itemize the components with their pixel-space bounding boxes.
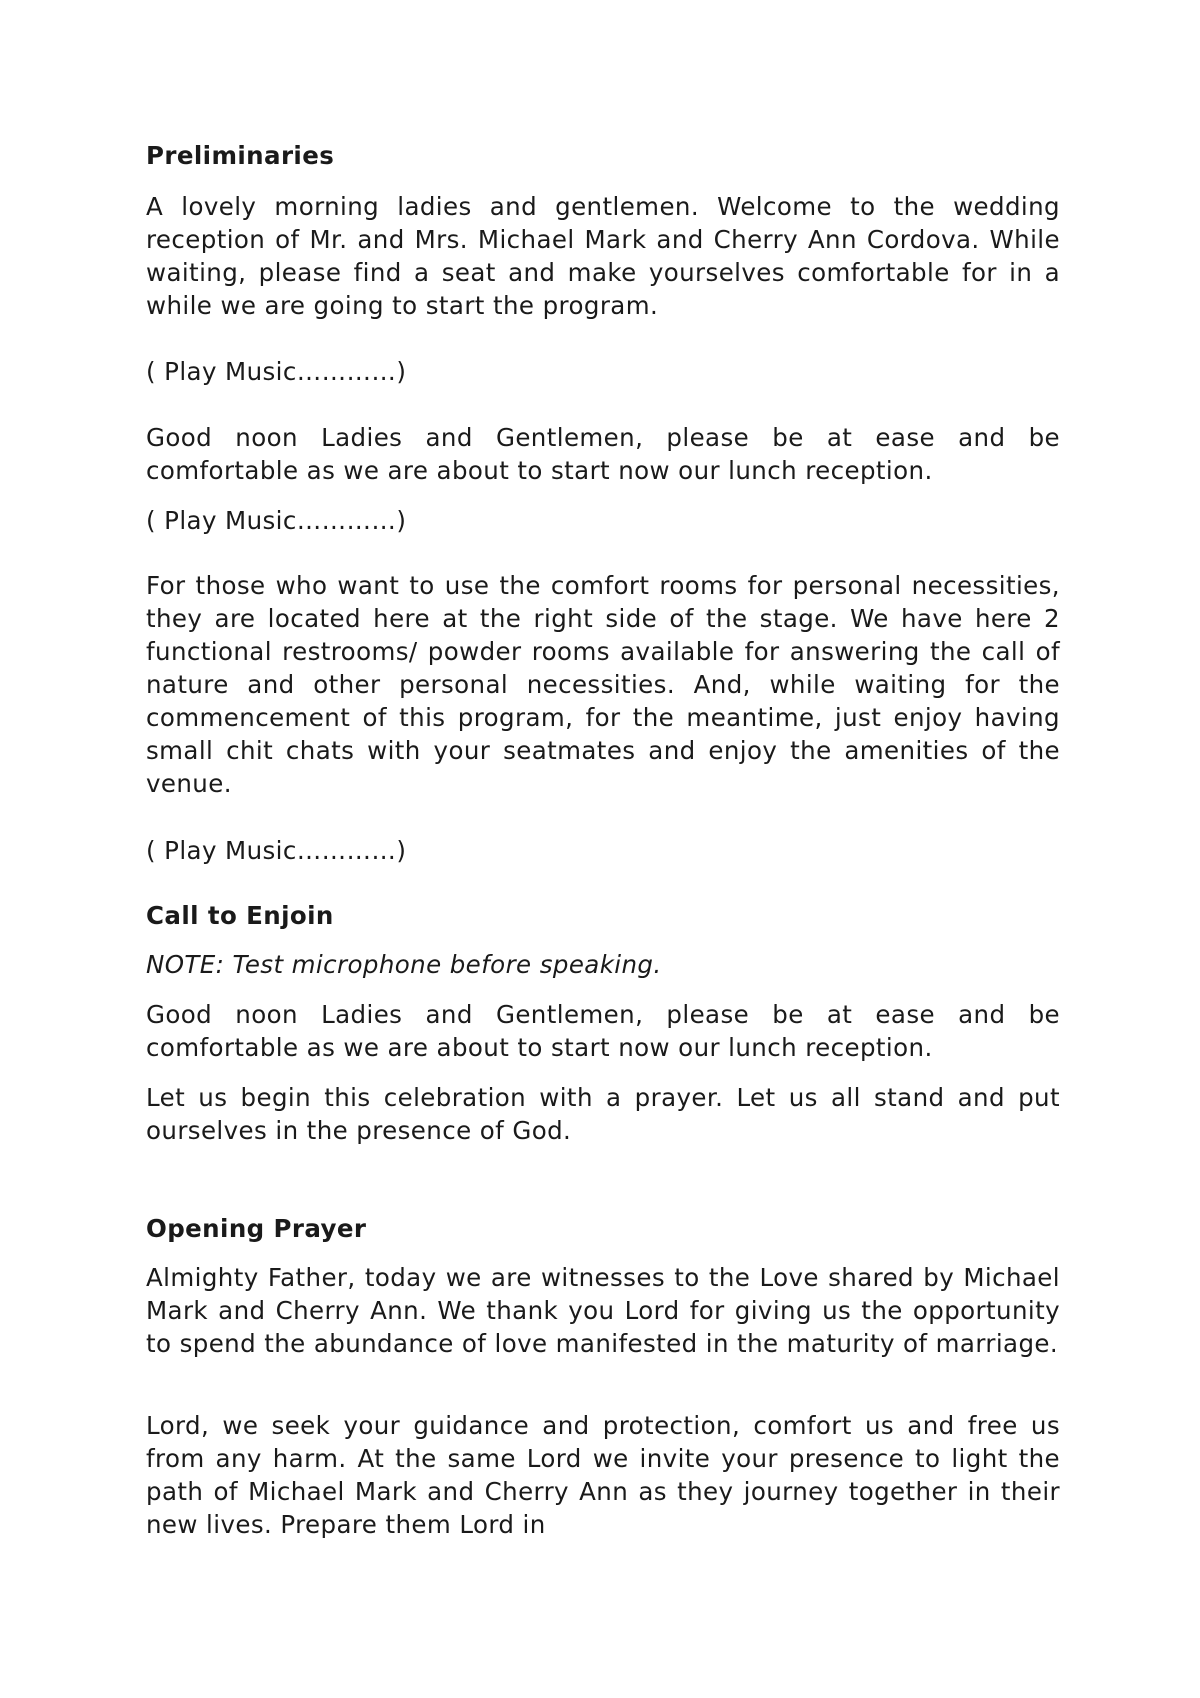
play-music-cue-2: ( Play Music…………) <box>146 506 407 535</box>
microphone-note: NOTE: Test microphone before speaking. <box>146 950 662 979</box>
good-noon-paragraph-1: Good noon Ladies and Gentlemen, please be at ease and be comfortable as we are about to start now our lunch reception. <box>146 423 1060 485</box>
heading-opening-prayer: Opening Prayer <box>146 1214 367 1243</box>
heading-call-to-enjoin: Call to Enjoin <box>146 901 334 930</box>
good-noon-paragraph-2: Good noon Ladies and Gentlemen, please be at ease and be comfortable as we are about to start now our lunch reception. <box>146 1000 1060 1062</box>
heading-preliminaries: Preliminaries <box>146 141 335 170</box>
play-music-cue-1: ( Play Music…………) <box>146 357 407 386</box>
opening-prayer-paragraph-2: Lord, we seek your guidance and protection, comfort us and free us from any harm. At the same Lord we invite your presence to light the path of Michael Mark and Cherry Ann as they journey together in their new lives. Prepare them Lord in <box>146 1411 1060 1539</box>
welcome-paragraph: A lovely morning ladies and gentlemen. Welcome to the wedding reception of Mr. and Mrs. Michael Mark and Cherry Ann Cordova. While waiting, please find a seat and make yourselves comfortable for in a while we are going to start the program. <box>146 192 1060 320</box>
play-music-cue-3: ( Play Music…………) <box>146 836 407 865</box>
prayer-intro-paragraph: Let us begin this celebration with a prayer. Let us all stand and put ourselves in the presence of God. <box>146 1083 1060 1145</box>
comfort-rooms-paragraph: For those who want to use the comfort rooms for personal necessities, they are located here at the right side of the stage. We have here 2 functional restrooms/ powder rooms available for answering the call of nature and other personal necessities. And, while waiting for the commencement of this program, for the meantime, just enjoy having small chit chats with your seatmates and enjoy the amenities of the venue. <box>146 571 1060 798</box>
document-page <box>146 0 1060 1698</box>
opening-prayer-paragraph-1: Almighty Father, today we are witnesses to the Love shared by Michael Mark and Cherry Ann. We thank you Lord for giving us the opportunity to spend the abundance of love manifested in the maturity of marriage. <box>146 1263 1060 1358</box>
